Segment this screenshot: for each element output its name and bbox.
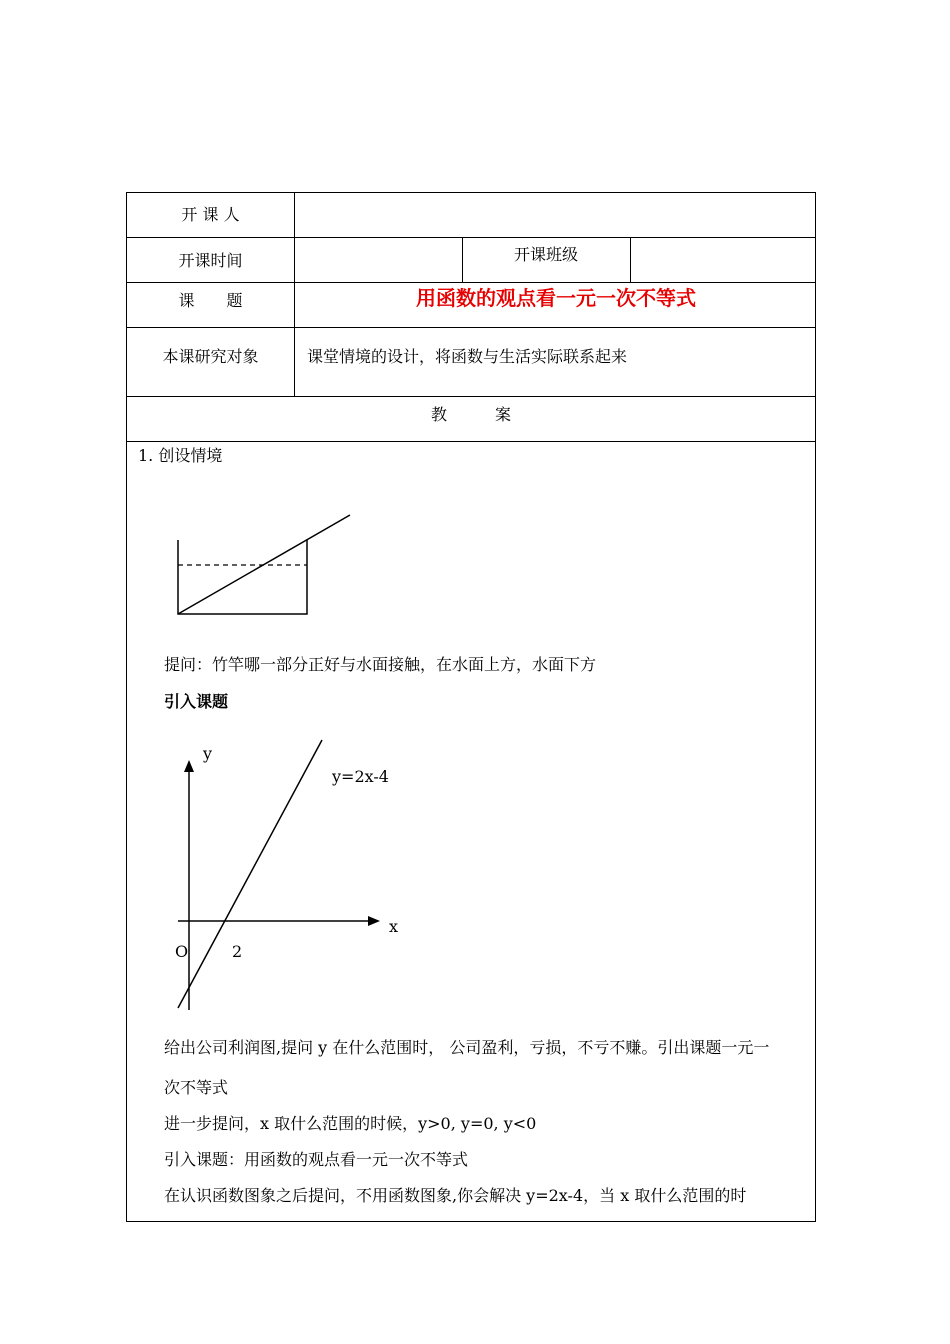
research-object-label: 本课研究对象 xyxy=(162,347,259,366)
intro-heading: 引入课题 xyxy=(164,692,229,711)
question-1: 提问：竹竿哪一部分正好与水面接触，在水面上方，水面下方 xyxy=(164,655,597,674)
y-axis-arrow xyxy=(184,760,194,772)
y-axis-label: y xyxy=(203,744,213,763)
paragraph-1-line-2: 次不等式 xyxy=(164,1078,229,1097)
paragraph-4: 在认识函数图象之后提问，不用函数图象,你会解决 y=2x-4，当 x 取什么范围的时 xyxy=(164,1186,747,1205)
item-1-heading: 1. 创设情境 xyxy=(138,446,223,465)
lesson-title: 用函数的观点看一元一次不等式 xyxy=(416,286,696,310)
paragraph-2: 进一步提问，x 取什么范围的时候，y>0, y=0, y<0 xyxy=(164,1114,537,1133)
presenter-label: 开 课 人 xyxy=(181,205,240,224)
origin-label: O xyxy=(175,942,189,961)
section-header: 教 案 xyxy=(430,405,511,424)
x-axis-arrow xyxy=(368,916,380,926)
topic-label: 课 题 xyxy=(178,291,243,310)
function-label: y=2x-4 xyxy=(332,767,389,786)
function-line xyxy=(178,740,322,1008)
paragraph-1-line-1: 给出公司利润图,提问 y 在什么范围时， 公司盈利，亏损，不亏不赚。引出课题一元一 xyxy=(164,1038,770,1057)
x-intercept-label: 2 xyxy=(232,942,243,961)
x-axis-label: x xyxy=(389,917,399,936)
class-label: 开课班级 xyxy=(513,245,578,264)
research-object-value: 课堂情境的设计，将函数与生活实际联系起来 xyxy=(307,347,628,366)
lesson-time-label: 开课时间 xyxy=(178,251,243,270)
paragraph-3: 引入课题：用函数的观点看一元一次不等式 xyxy=(164,1150,469,1169)
